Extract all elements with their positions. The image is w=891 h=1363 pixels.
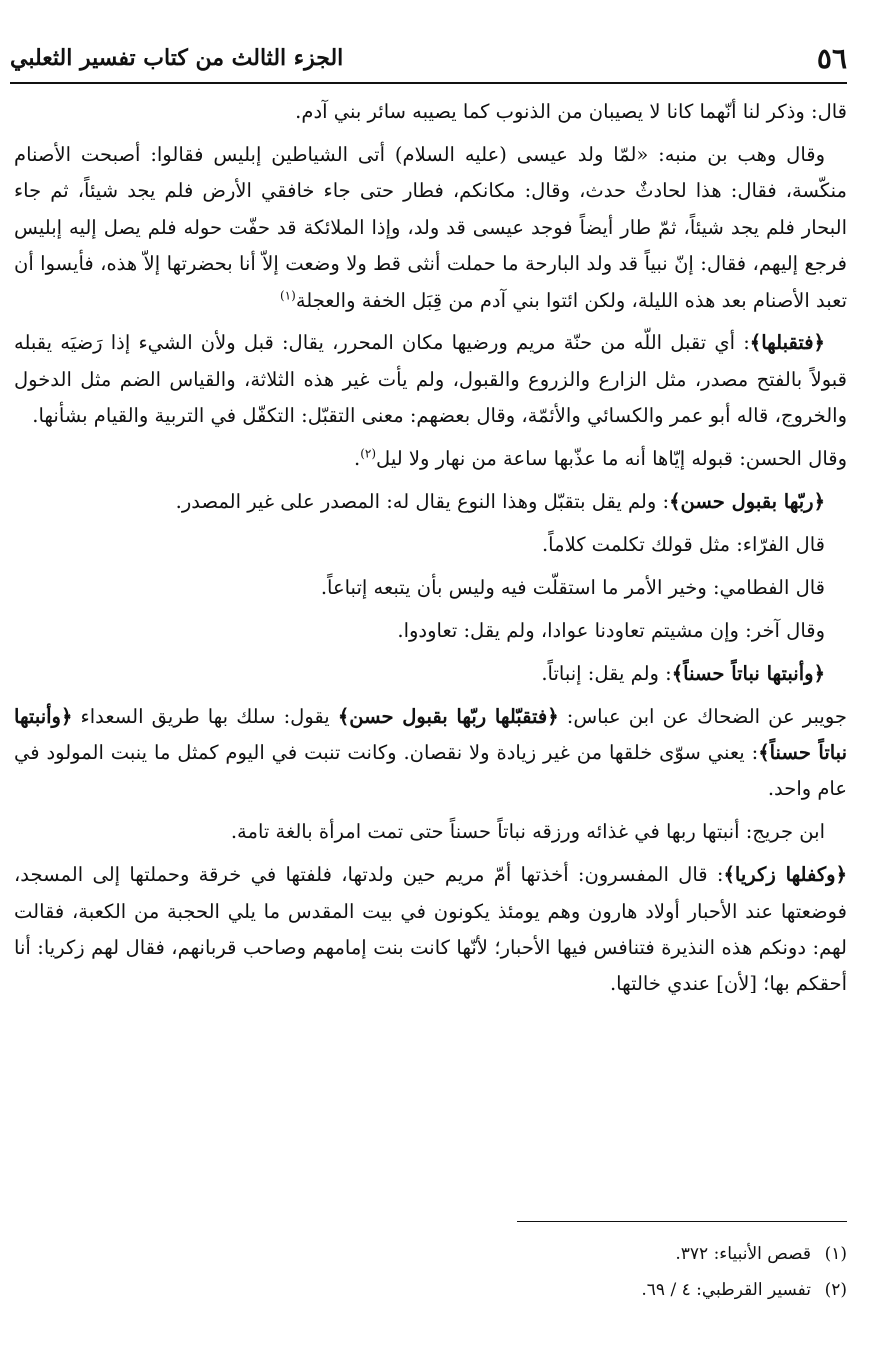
text-run: قال: وذكر لنا أنّهما كانا لا يصيبان من الذنوب كما يصيبه سائر بني آدم.: [295, 100, 847, 123]
footnotes: [447, 1236, 847, 1308]
quran-quote: ﴿فتقبلها﴾: [749, 331, 825, 355]
text-run: : يعني سوّى خلقها من غير زيادة ولا نقصان. وكانت تنبت في اليوم كمثل ما ينبت المولود في عام واحد.: [14, 741, 847, 801]
quran-quote: ﴿وأنبتها نباتاً حسناً﴾: [14, 704, 847, 764]
paragraph: [14, 137, 847, 319]
text-run: قال الفطامي: وخير الأمر ما استقلّت فيه وليس بأن يتبعه إتباعاً.: [320, 575, 825, 599]
footnote-separator: [517, 1221, 847, 1222]
footnote-number: (٢): [824, 1280, 847, 1300]
paragraph: [14, 613, 847, 649]
paragraph: [14, 527, 847, 563]
paragraph: [14, 570, 847, 606]
running-title: الجزء الثالث من كتاب تفسير الثعلبي: [10, 45, 344, 71]
page-header: [10, 34, 847, 84]
paragraph: [14, 699, 847, 808]
page-number: ٥٦: [816, 41, 847, 75]
footnote-marker: (٢): [360, 446, 377, 461]
paragraph: [14, 325, 847, 434]
quran-quote: ﴿وأنبتها نباتاً حسناً﴾: [671, 661, 825, 685]
footnote-number: (١): [824, 1244, 847, 1264]
paragraph: [14, 94, 847, 130]
footnote-item: [447, 1236, 847, 1272]
paragraph: [14, 656, 847, 692]
text-run: وقال الحسن: قبوله إيّاها أنه ما عذّبها ساعة من نهار ولا ليل: [376, 447, 847, 471]
text-run: جويبر عن الضحاك عن ابن عباس:: [558, 704, 847, 728]
quran-quote: ﴿ربّها بقبول حسن﴾: [669, 490, 825, 514]
text-run: وقال آخر: وإن مشيتم تعاودنا عوادا، ولم يقل: تعاودوا.: [397, 618, 825, 642]
paragraph: [14, 814, 847, 850]
text-run: ابن جريج: أنبتها ربها في غذائه ورزقه نباتاً حسناً حتى تمت امرأة بالغة تامة.: [230, 820, 825, 844]
footnote-text: قصص الأنبياء: ٣٧٢.: [675, 1244, 811, 1264]
paragraph: [14, 484, 847, 520]
quran-quote: ﴿فتقبّلها ربّها بقبول حسن﴾: [337, 704, 559, 728]
text-run: : قال المفسرون: أخذتها أمّ مريم حين ولدتها، فلفتها في خرقة وحملتها إلى المسجد، فوضعتها عند الأحبار أولاد هارون وهم يومئذ يكونون في بيت المقدس ما يلي الحجبة من الكعبة، فقالت لهم: دونكم هذه النذيرة فتنافس فيها الأحبار؛ لأنّها كانت بنت إمامهم وصاحب قربانهم، فقال لهم زكريا: أنا أحقكم بها؛ [لأن] عندي خالتها.: [14, 863, 847, 996]
text-run: : ولم يقل بتقبّل وهذا النوع يقال له: المصدر على غير المصدر.: [175, 490, 670, 514]
text-run: .: [354, 447, 361, 471]
text-run: يقول: سلك بها طريق السعداء: [72, 704, 338, 728]
text-run: : ولم يقل: إنباتاً.: [541, 661, 672, 685]
quran-quote: ﴿وكفلها زكريا﴾: [723, 863, 848, 887]
paragraph: [14, 857, 847, 1003]
main-text: [14, 94, 847, 1009]
text-run: : أي تقبل اللّه من حنّة مريم ورضيها مكان المحرر، يقال: قبل ولأن الشيء إذا رَضيَه يقبله قبولاً بالفتح مصدر، مثل الزارع والزروع والقبول، ولم يأت غير هذه الثلاثة، والقياس الضم مثل الدخول والخروج، قاله أبو عمر والكسائي والأئمّة، وقال بعضهم: معنى التقبّل: التكفّل في التربية والقيام بشأنها.: [14, 331, 847, 428]
footnote-text: تفسير القرطبي: ٤ / ٦٩.: [641, 1280, 811, 1300]
text-run: قال الفرّاء: مثل قولك تكلمت كلاماً.: [541, 532, 825, 556]
footnote-item: [447, 1272, 847, 1308]
paragraph: [14, 441, 847, 477]
footnote-marker: (١): [279, 288, 296, 303]
text-run: وقال وهب بن منبه: «لمّا ولد عيسى (عليه السلام) أتى الشياطين إبليس فقالوا: أصبحت الأصنام منكّسة، فقال: هذا لحادثٌ حدث، وقال: مكانكم، فطار حتى جاء خافقي الأرض فلم يجد شيئاً، ثم جاء البحار فلم يجد شيئاً، ثمّ طار أيضاً فوجد عيسى قد ولد، وإذا الملائكة قد حفّت حوله فلم يصل إليه إبليس فرجع إليهم، فقال: إنّ نبياً قد ولد البارحة ما حملت أنثى قط ولا وضعت إلاّ أنا بحضرتها إلاّ هذه، فأيسوا أن تعبد الأصنام بعد هذه الليلة، ولكن ائتوا بني آدم من قِبَل الخفة والعجلة: [14, 142, 847, 312]
